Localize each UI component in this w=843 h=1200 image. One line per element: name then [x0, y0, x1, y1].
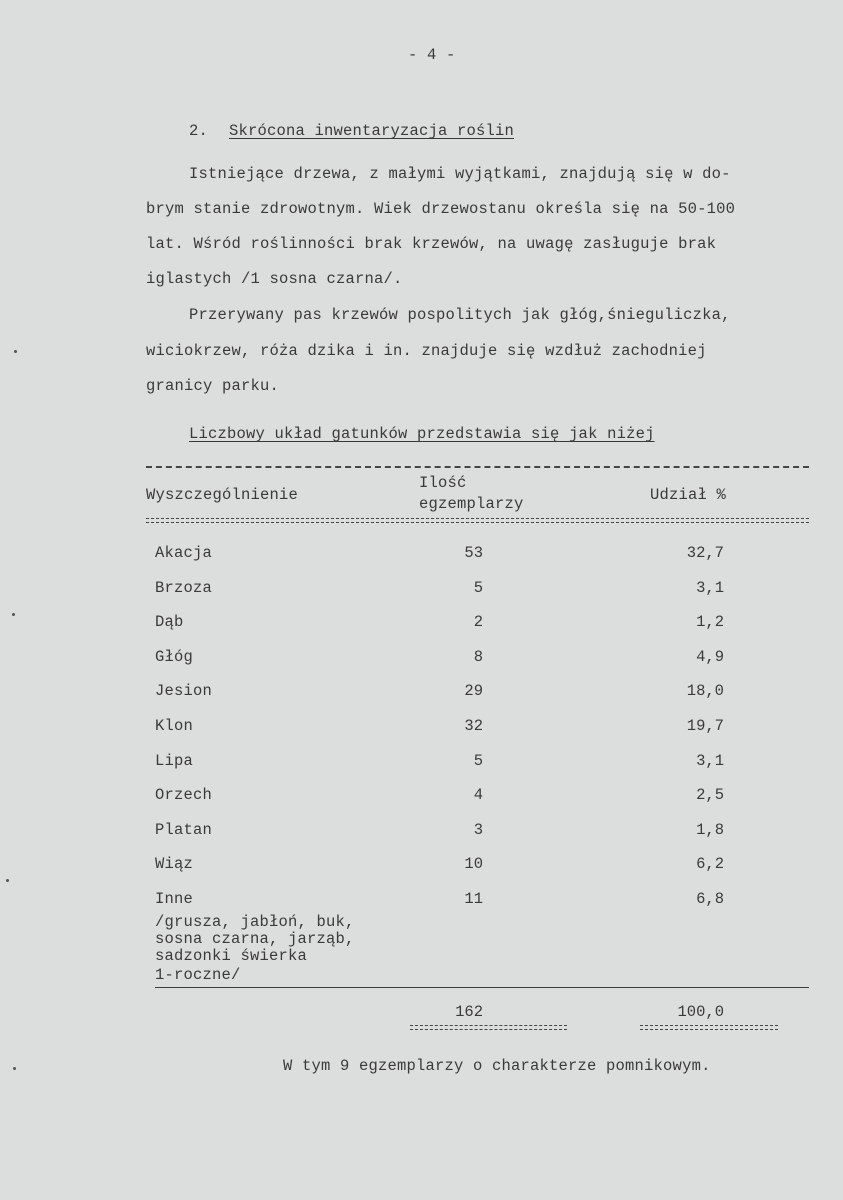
paragraph-1-line-1: Istniejące drzewa, z małymi wyjątkami, znajdują się w do- — [189, 165, 731, 183]
table-row-share: 3,1 — [696, 752, 724, 770]
table-row-count: 4 — [473, 786, 483, 804]
table-row-share: 3,1 — [696, 579, 724, 597]
table-row-name: Akacja — [155, 544, 213, 562]
page-number: - 4 - — [408, 46, 456, 64]
header-name: Wyszczególnienie — [146, 486, 299, 504]
table-row-count: 8 — [473, 648, 483, 666]
margin-speck — [12, 613, 15, 616]
table-row-name: Klon — [155, 717, 194, 735]
table-row-name: Platan — [155, 821, 213, 839]
section-number: 2. — [189, 122, 209, 140]
total-count: 162 — [455, 1003, 483, 1021]
table-row-share: 1,8 — [696, 821, 724, 839]
table-row-name: Orzech — [155, 786, 213, 804]
paragraph-1-line-4: iglastych /1 sosna czarna/. — [146, 270, 403, 288]
paragraph-1-line-2: brym stanie zdrowotnym. Wiek drzewostanu określa się na 50-100 — [146, 200, 736, 218]
total-share: 100,0 — [677, 1003, 724, 1021]
table-row-name: Inne — [155, 890, 194, 908]
table-row-share: 18,0 — [686, 682, 724, 700]
paragraph-2-line-3: granicy parku. — [146, 377, 280, 395]
margin-speck — [6, 879, 9, 882]
table-row-name: Dąb — [155, 613, 184, 631]
table-row-name: Jesion — [155, 682, 213, 700]
table-row-count: 32 — [464, 717, 483, 735]
section-title: Skrócona inwentaryzacja roślin — [229, 122, 515, 140]
table-row-count: 2 — [473, 613, 483, 631]
other-note-line-3: sadzonki świerka — [155, 947, 308, 965]
footer-note: W tym 9 egzemplarzy o charakterze pomnikowym. — [283, 1057, 711, 1075]
header-count-line-1: Ilość — [419, 474, 467, 492]
table-row-name: Brzoza — [155, 579, 213, 597]
table-row-count: 29 — [464, 682, 483, 700]
table-row-name: Lipa — [155, 752, 194, 770]
total-count-double-rule — [410, 1025, 567, 1030]
paragraph-1-line-3: lat. Wśród roślinności brak krzewów, na uwagę zasługuje brak — [146, 235, 717, 253]
table-row-share: 32,7 — [686, 544, 724, 562]
table-row-share: 6,2 — [696, 855, 724, 873]
table-row-count: 10 — [464, 855, 483, 873]
table-row-count: 3 — [473, 821, 483, 839]
table-title: Liczbowy układ gatunków przedstawia się jak niżej — [189, 425, 655, 443]
table-row-count: 53 — [464, 544, 483, 562]
table-row-count: 5 — [473, 579, 483, 597]
total-share-double-rule — [640, 1025, 778, 1030]
table-row-name: Wiąz — [155, 855, 194, 873]
table-bottom-rule — [155, 987, 809, 988]
other-note-line-1: /grusza, jabłoń, buk, — [155, 913, 355, 931]
table-row-share: 2,5 — [696, 786, 724, 804]
header-share: Udział % — [650, 486, 727, 504]
table-row-name: Głóg — [155, 648, 194, 666]
table-row-count: 5 — [473, 752, 483, 770]
table-row-count: 11 — [464, 890, 483, 908]
margin-speck — [14, 350, 17, 353]
header-count-line-2: egzemplarzy — [419, 495, 524, 513]
paragraph-2-line-1: Przerywany pas krzewów pospolitych jak głóg,śnieguliczka, — [189, 306, 731, 324]
table-top-rule — [146, 466, 809, 468]
table-row-share: 19,7 — [686, 717, 724, 735]
table-row-share: 6,8 — [696, 890, 724, 908]
table-header-double-rule — [146, 518, 809, 523]
margin-speck — [13, 1067, 16, 1070]
other-note-line-2: sosna czarna, jarząb, — [155, 930, 355, 948]
other-note-line-4: 1-roczne/ — [155, 966, 241, 984]
table-row-share: 4,9 — [696, 648, 724, 666]
paragraph-2-line-2: wiciokrzew, róża dzika i in. znajduje się wzdłuż zachodniej — [146, 342, 707, 360]
table-row-share: 1,2 — [696, 613, 724, 631]
